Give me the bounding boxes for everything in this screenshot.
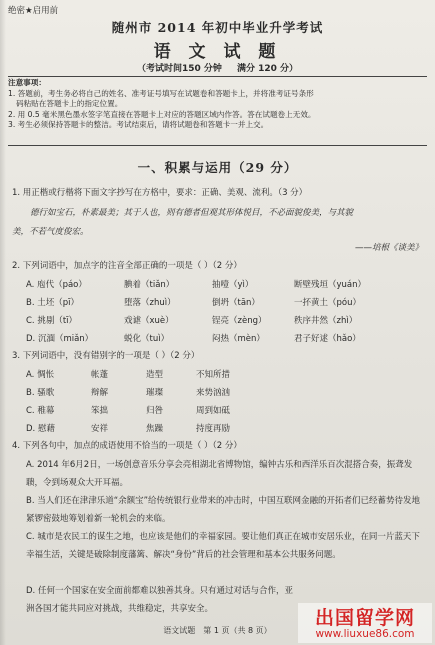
- question-2-stem: 2. 下列词语中，加点字的注音全部正确的一项是（ ）（2 分）: [12, 261, 242, 271]
- question-4-option-c: C. 城市是农民工的谋生之地，也应该是他们的幸福家园。要让他们真正在城市安居乐业，在同一片蓝天下幸福生活，关键是破除制度藩篱、解决“身份”背后的社会管理和基本公共服务问题。: [26, 532, 420, 560]
- exam-title: 随州市 2014 年初中毕业升学考试: [111, 20, 324, 35]
- note-line: 码粘贴在答题卡上的指定位置。: [16, 99, 123, 108]
- question-1-stem: 1. 用正楷或行楷将下面文字抄写在方格中，要求：正确、美观、流利。（3 分）: [12, 188, 308, 198]
- option-word: 焦躁: [146, 424, 164, 434]
- notes-block: [8, 78, 427, 131]
- option-word: 辩解: [91, 388, 109, 398]
- page-edge-shadow: [0, 0, 6, 645]
- option-word: C. 稚幕: [26, 406, 55, 416]
- note-line: 3. 考生必须保持答题卡的整洁。考试结束后，请将试题卷和答题卡一并上交。: [8, 120, 269, 129]
- note-line: 1. 答题前，考生务必将自己的姓名、准考证号填写在试题卷和答题卡上，并将准考证号条形: [8, 88, 314, 98]
- option-word: 倒坍（tān）: [212, 298, 260, 308]
- question-2-row: [26, 296, 425, 314]
- question-2-row: [26, 314, 425, 332]
- question-3-row: [26, 386, 425, 404]
- divider-top: [8, 76, 427, 77]
- question-3-row: [26, 368, 425, 386]
- option-word: 一抔黄土（póu）: [294, 298, 361, 308]
- question-4-option-d: D. 任何一个国家在安全面前都难以独善其身。只有通过对话与合作，亚洲各国才能共同应对挑战，共维稳定，共享安全。: [26, 586, 293, 614]
- question-4-stem: 4. 下列各句中，加点的成语使用不恰当的一项是（ ）（2 分）: [12, 441, 242, 451]
- option-word: 持度再励: [196, 424, 231, 434]
- option-word: 来势汹汹: [196, 388, 231, 398]
- question-1-source: ——培根《谈美》: [354, 243, 423, 253]
- confidential-label: 绝密★启用前: [8, 6, 59, 16]
- option-word: 归咎: [146, 406, 164, 416]
- site-watermark: [298, 603, 432, 643]
- watermark-url: www.liuxue86.com: [315, 628, 415, 640]
- question-4-option-a: A. 2014 年6月2日，一场创意音乐分享会亮相湖北省博物馆，编钟古乐和西洋乐百次混搭合奏，振聋发聩，令到场观众大开耳福。: [26, 460, 413, 488]
- option-word: 帐蓬: [91, 370, 109, 380]
- option-word: B. 骚歌: [26, 388, 55, 398]
- section-title: 一、积累与运用（29 分）: [137, 160, 298, 175]
- subject-title: 语 文 试 题: [153, 42, 282, 62]
- option-word: 秩序井然（zhì）: [294, 316, 358, 326]
- option-word: 抽噎（yì）: [212, 280, 254, 290]
- option-word: 璀璨: [146, 388, 164, 398]
- question-4-option-b: B. 当人们还在津津乐道“余额宝”给传统银行业带来的冲击时，中国互联网金融的开拓者们已经蓄势待发地紧锣密鼓地筹划着新一轮机会的来临。: [26, 496, 421, 524]
- question-3-row: [26, 422, 425, 440]
- option-word: 蜕化（tuì）: [124, 334, 170, 344]
- divider-notes: [8, 145, 427, 146]
- question-1-text-line1: 德行如宝石，朴素最美；其于人也，则有德者但观其形体悦目，不必面貌俊美，与其貌: [30, 208, 354, 218]
- option-word: 闷热（mèn）: [212, 334, 265, 344]
- watermark-brand: 出国留学网: [314, 607, 415, 629]
- exam-duration: （考试时间150 分钟: [136, 64, 222, 74]
- option-word: 周到如砥: [196, 406, 231, 416]
- option-word: 不知所措: [196, 370, 231, 380]
- option-word: A. 庖代（páo）: [26, 280, 87, 290]
- option-word: 腆着（tiǎn）: [124, 280, 175, 290]
- option-word: D. 慰藉: [26, 424, 55, 434]
- question-1-text-line2: 美，不若气度俊宏。: [12, 227, 89, 237]
- question-3-stem: 3. 下列词语中，没有错别字的一项是（ ）（2 分）: [12, 351, 200, 361]
- option-word: 造型: [146, 370, 164, 380]
- option-word: D. 沉湎（miǎn）: [26, 334, 94, 344]
- option-word: 笨拙: [91, 406, 109, 416]
- option-word: A. 惆怅: [26, 370, 55, 380]
- option-word: 堕落（zhuì）: [124, 298, 176, 308]
- option-word: C. 挑剔（tī）: [26, 316, 78, 326]
- exam-info: [0, 61, 435, 74]
- option-word: 戏谑（xuè）: [124, 316, 174, 326]
- question-2-row: [26, 332, 425, 350]
- option-word: B. 土坯（pī）: [26, 298, 79, 308]
- option-word: 锃亮（zèng）: [212, 316, 267, 326]
- note-line: 2. 用 0.5 毫米黑色墨水签字笔直接在答题卡上对应的答题区域内作答。答在试题卷上无效。: [8, 109, 316, 119]
- option-word: 断壁残垣（yuán）: [294, 280, 367, 290]
- exam-score: 满分 120 分）: [237, 64, 299, 74]
- page-footer: 语文试题 第 1 页（共 8 页）: [163, 626, 272, 635]
- notes-title: 注意事项：: [8, 78, 46, 87]
- question-2-row: [26, 278, 425, 296]
- option-word: 君子好逑（hǎo）: [294, 334, 361, 344]
- option-word: 安祥: [91, 424, 109, 434]
- question-3-row: [26, 404, 425, 422]
